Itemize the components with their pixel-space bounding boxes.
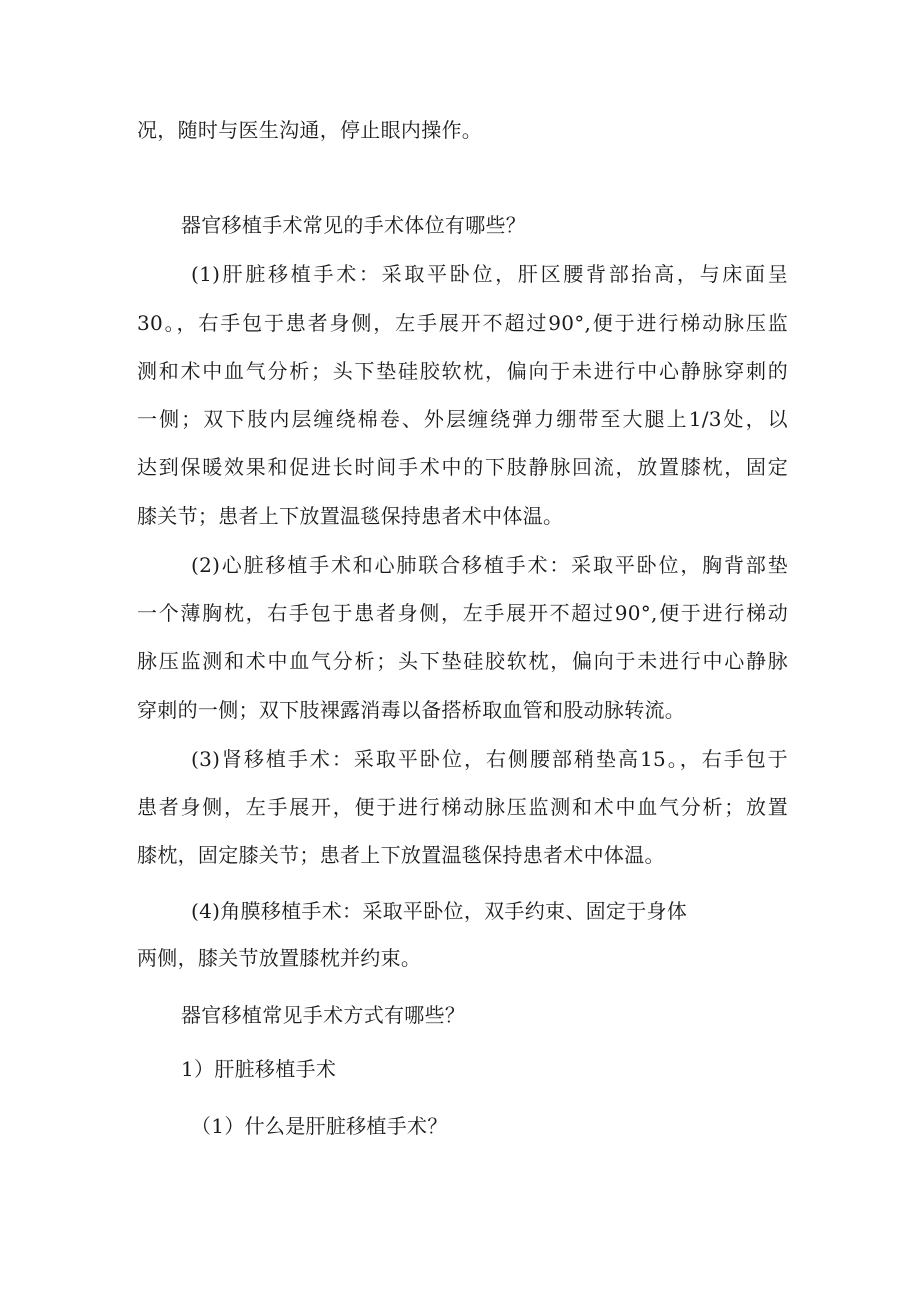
- paragraph-line: (1)肝脏移植手术：采取平卧位，肝区腰背部抬高，与床面呈: [191, 262, 788, 286]
- paragraph-line: 一侧；双下肢内层缠绕棉卷、外层缠绕弹力绷带至大腿上1/3处，以: [137, 407, 788, 431]
- paragraph-line: 况，随时与医生沟通，停止眼内操作。: [137, 118, 483, 142]
- subsection-heading: （1）什么是肝脏移植手术？: [191, 1114, 448, 1138]
- paragraph-line: 膝关节；患者上下放置温毯保持患者术中体温。: [137, 504, 564, 528]
- paragraph-line: 患者身侧，左手展开，便于进行梯动脉压监测和术中血气分析；放置: [137, 795, 788, 819]
- paragraph-line: 30。，右手包于患者身侧，左手展开不超过90°,便于进行梯动脉压监: [137, 311, 788, 335]
- section-heading: 器官移植手术常见的手术体位有哪些？: [181, 213, 527, 237]
- paragraph-line: 膝枕，固定膝关节；患者上下放置温毯保持患者术中体温。: [137, 843, 665, 867]
- paragraph-line: 测和术中血气分析；头下垫硅胶软枕，偏向于未进行中心静脉穿刺的: [137, 359, 788, 383]
- subsection-heading: 1）肝脏移植手术: [181, 1057, 337, 1081]
- paragraph-line: 脉压监测和术中血气分析；头下垫硅胶软枕，偏向于未进行中心静脉: [137, 649, 788, 673]
- section-heading: 器官移植常见手术方式有哪些？: [181, 1003, 466, 1027]
- paragraph-line: (3)肾移植手术：采取平卧位，右侧腰部稍垫高15。，右手包于: [191, 747, 788, 771]
- paragraph-line: (2)心脏移植手术和心肺联合移植手术：采取平卧位，胸背部垫: [191, 553, 788, 577]
- paragraph-line: 两侧，膝关节放置膝枕并约束。: [137, 946, 422, 970]
- paragraph-line: 一个薄胸枕，右手包于患者身侧，左手展开不超过90°,便于进行梯动: [137, 601, 788, 625]
- paragraph-line: 穿刺的一侧；双下肢裸露消毒以备搭桥取血管和股动脉转流。: [137, 698, 686, 722]
- paragraph-line: (4)角膜移植手术：采取平卧位，双手约束、固定于身体: [191, 899, 688, 923]
- paragraph-line: 达到保暖效果和促进长时间手术中的下肢静脉回流，放置膝枕，固定: [137, 455, 788, 479]
